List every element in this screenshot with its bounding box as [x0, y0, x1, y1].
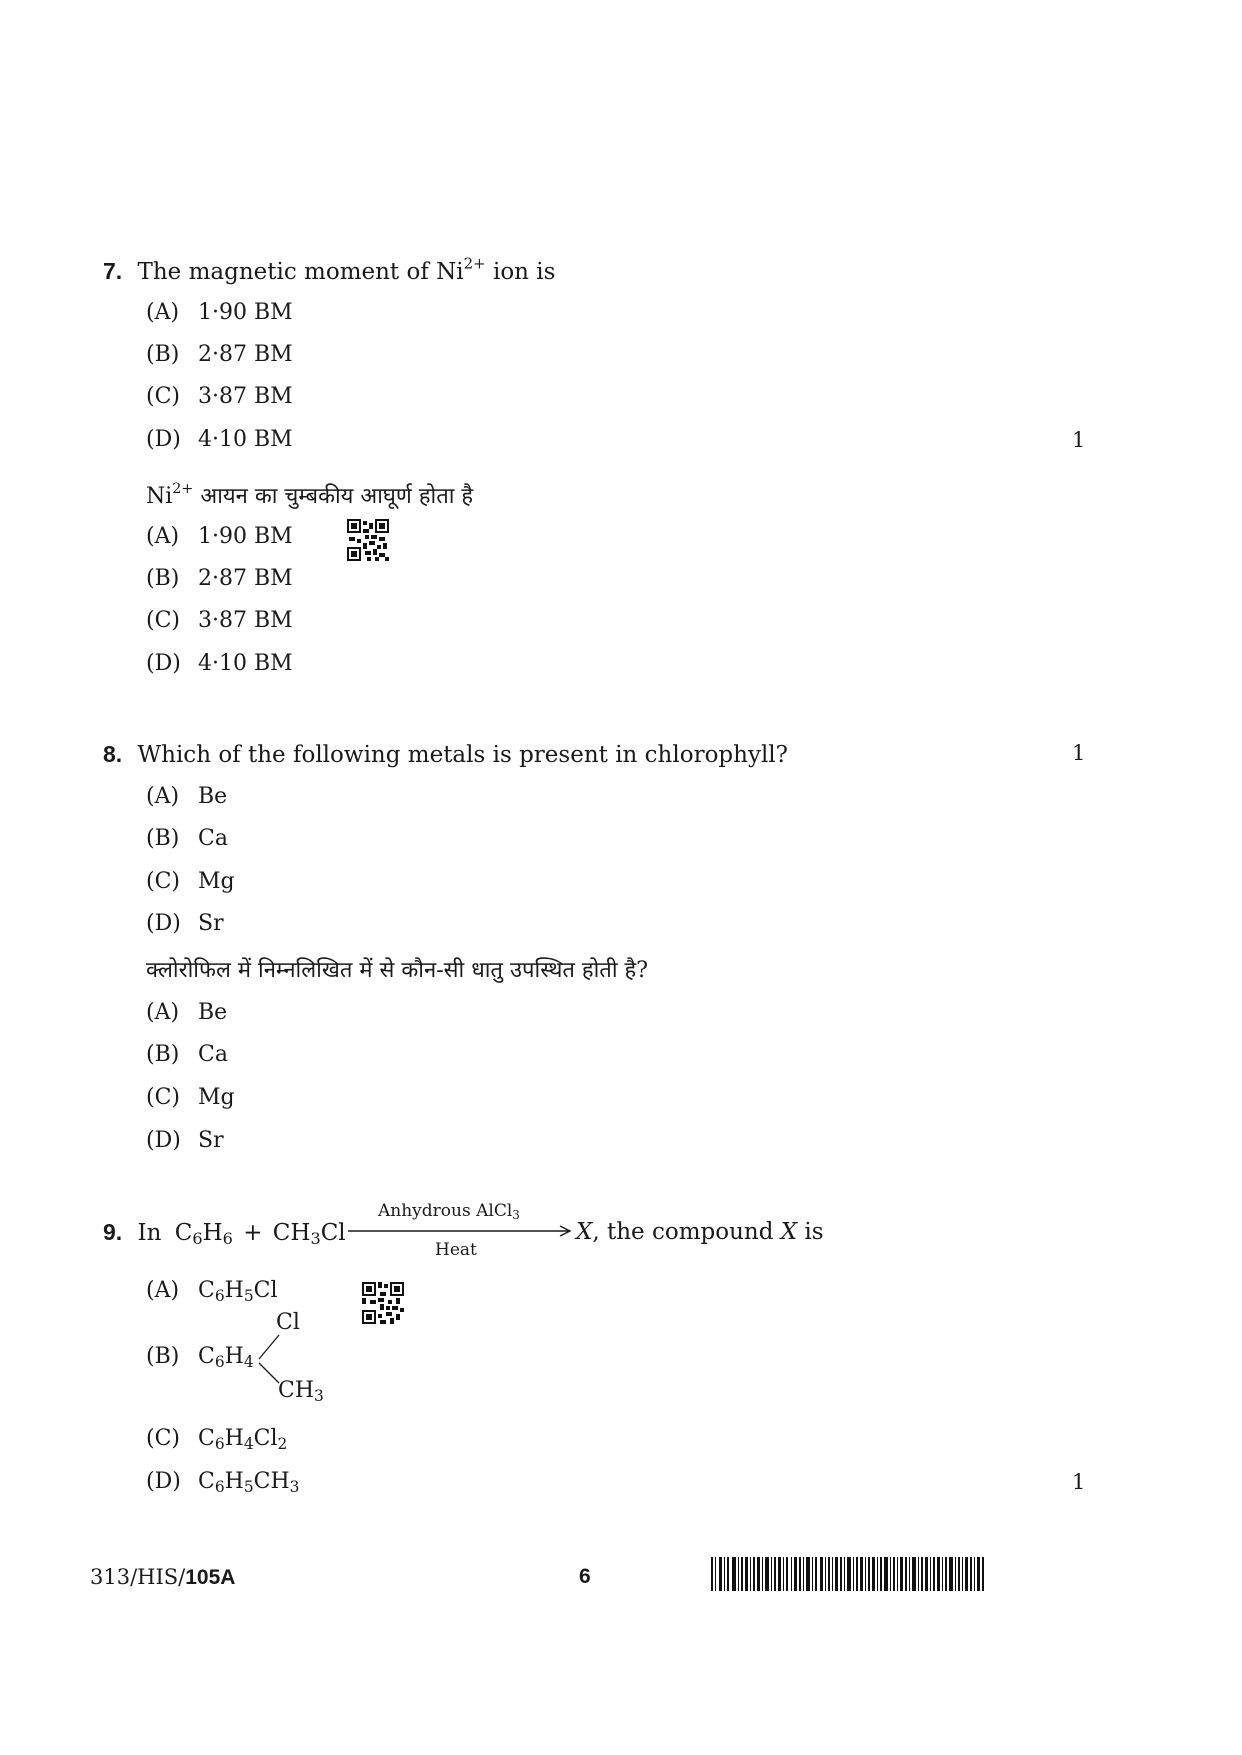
q9-option-a: (A) $C_6H_5Cl$ — [146, 1278, 278, 1305]
q9-option-b-bottom-substituent: $CH_3$ — [278, 1378, 324, 1405]
q8-hindi-option-d: (D) Sr — [146, 1128, 224, 1153]
q7-number: 7. — [103, 258, 123, 284]
q9-arrow-condition: Anhydrous AlCl$_3$ — [378, 1201, 520, 1222]
q8-option-d: (D) Sr — [146, 911, 224, 936]
q7-option-d: (D) 4·10 BM — [146, 427, 293, 452]
q7-option-b: (B) 2·87 BM — [146, 342, 293, 367]
q7-option-a: (A) 1·90 BM — [146, 300, 293, 325]
q9-option-b-top-substituent: Cl — [276, 1310, 300, 1335]
q9-option-b: (B) $C_6H_4$ — [146, 1344, 254, 1371]
q7-hindi-option-d: (D) 4·10 BM — [146, 651, 293, 676]
qr-code-icon — [347, 519, 389, 561]
q9-stem-left: 9. In $C_6H_6 + CH_3Cl$ — [103, 1219, 346, 1249]
q7-stem-text: The magnetic moment of $Ni^{2+}$ ion is — [137, 254, 556, 285]
q9-marks: 1 — [1072, 1470, 1086, 1494]
reaction-arrow-icon — [348, 1224, 574, 1238]
paper-code: 313/HIS/105A — [90, 1565, 236, 1589]
q8-hindi-option-b: (B) Ca — [146, 1042, 228, 1067]
q8-hindi-option-c: (C) Mg — [146, 1085, 235, 1110]
q8-option-a: (A) Be — [146, 784, 228, 809]
q9-option-d: (D) $C_6H_5CH_3$ — [146, 1469, 300, 1496]
q9-stem-right: X, the compound X is — [576, 1219, 824, 1245]
page-number: 6 — [579, 1565, 591, 1588]
q8-option-b: (B) Ca — [146, 826, 228, 851]
q7-hindi-option-a: (A) 1·90 BM — [146, 524, 293, 549]
q9-arrow-heat: Heat — [435, 1240, 477, 1260]
q7-hindi-option-b: (B) 2·87 BM — [146, 566, 293, 591]
q7-hindi-option-c: (C) 3·87 BM — [146, 608, 293, 633]
q8-number: 8. — [103, 741, 123, 767]
q9-number: 9. — [103, 1219, 123, 1245]
q8-marks: 1 — [1072, 741, 1086, 765]
q8-stem — [103, 741, 788, 768]
q7-stem — [103, 254, 556, 285]
q8-hindi-option-a: (A) Be — [146, 1000, 228, 1025]
q7-hindi-stem: $Ni^{2+}$ आयन का चुम्बकीय आघूर्ण होता है — [146, 481, 474, 509]
q9-option-c: (C) $C_6H_4Cl_2$ — [146, 1426, 288, 1453]
q7-marks: 1 — [1072, 428, 1086, 452]
q8-hindi-stem: क्लोरोफिल में निम्नलिखित में से कौन-सी धातु उपस्थित होती है? — [146, 958, 649, 983]
q7-option-c: (C) 3·87 BM — [146, 384, 293, 409]
barcode-icon — [711, 1557, 985, 1591]
q8-option-c: (C) Mg — [146, 869, 235, 894]
q9-reactant-methyl-chloride: $CH_3Cl$ — [272, 1220, 346, 1249]
q8-stem-text: Which of the following metals is present in chlorophyll? — [137, 742, 788, 768]
qr-code-icon — [362, 1282, 404, 1324]
q9-reactant-benzene: $C_6H_6$ — [174, 1220, 233, 1249]
